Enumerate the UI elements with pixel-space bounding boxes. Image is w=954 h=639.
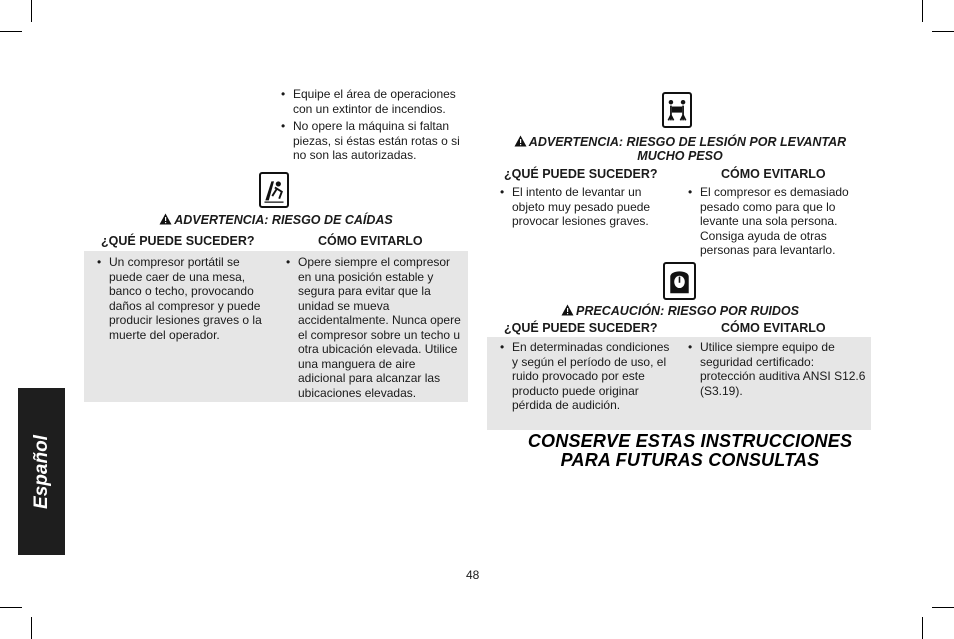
crop-mark — [31, 0, 32, 22]
language-tab — [18, 388, 65, 555]
falls-how-cell — [284, 255, 464, 400]
hearing-protection-icon — [663, 262, 696, 300]
falls-warning-title: ADVERTENCIA: RIESGO DE CAÍDAS — [84, 213, 468, 227]
list-item: • El compresor es demasiado pesado como para que lo levante una sola persona. Consiga ayuda de otras personas para levantarlo. — [686, 185, 871, 258]
list-item: • Utilice siempre equipo de seguridad certificado: protección auditiva ANSI S12.6 (S3.19). — [686, 340, 866, 398]
lifting-col-what: ¿QUÉ PUEDE SUCEDER? — [504, 167, 658, 181]
noise-col-what: ¿QUÉ PUEDE SUCEDER? — [504, 321, 658, 335]
page-number: 48 — [466, 568, 480, 582]
crop-mark — [922, 617, 923, 639]
lifting-warning-title: ADVERTENCIA: RIESGO DE LESIÓN POR LEVANTAR MUCHO PESO — [500, 135, 860, 163]
lifting-how-cell — [686, 185, 871, 258]
noise-what-cell — [498, 340, 673, 413]
conserve-heading — [490, 432, 890, 470]
warning-triangle-icon — [514, 135, 527, 147]
list-item: • Un compresor portátil se puede caer de una mesa, banco o techo, provocando daños al compresor y puede producir lesiones graves o la muerte del operador. — [95, 255, 275, 342]
falls-col-how: CÓMO EVITARLO — [318, 234, 423, 248]
list-item: • En determinadas condiciones y según el período de uso, el ruido provocado por este producto puede originar pérdida de audición. — [498, 340, 673, 413]
crop-mark — [932, 607, 954, 608]
conserve-line-2: PARA FUTURAS CONSULTAS — [560, 450, 820, 470]
list-item: • Opere siempre el compresor en una posición estable y segura para evitar que la unidad se mueva accidentalmente. Nunca opere el compresor sobre un techo u otra ubicación elevada. Utilice una manguera de aire adicional para alcanzar las ubicaciones elevadas. — [284, 255, 464, 400]
crop-mark — [0, 607, 22, 608]
two-person-lift-icon — [662, 92, 692, 128]
crop-mark — [0, 31, 22, 32]
noise-how-cell — [686, 340, 866, 398]
language-tab-label: Español — [30, 434, 52, 509]
crop-mark — [31, 617, 32, 639]
crop-mark — [932, 31, 954, 32]
lifting-col-how: CÓMO EVITARLO — [721, 167, 826, 181]
list-item: • El intento de levantar un objeto muy pesado puede provocar lesiones graves. — [498, 185, 673, 229]
conserve-line-1: CONSERVE ESTAS INSTRUCCIONES — [527, 431, 853, 451]
crop-mark — [922, 0, 923, 22]
noise-warning-title: PRECAUCIÓN: RIESGO POR RUIDOS — [500, 304, 860, 318]
top-bullet-list — [279, 87, 469, 163]
warning-triangle-icon — [159, 213, 172, 225]
falls-col-what: ¿QUÉ PUEDE SUCEDER? — [101, 234, 255, 248]
noise-col-how: CÓMO EVITARLO — [721, 321, 826, 335]
falling-person-icon — [259, 172, 289, 208]
falls-what-cell — [95, 255, 275, 342]
list-item: • No opere la máquina si faltan piezas, si éstas están rotas o si no son las autorizadas. — [279, 119, 469, 163]
warning-triangle-icon — [561, 304, 574, 316]
list-item: • Equipe el área de operaciones con un extintor de incendios. — [279, 87, 469, 116]
lifting-what-cell — [498, 185, 673, 229]
